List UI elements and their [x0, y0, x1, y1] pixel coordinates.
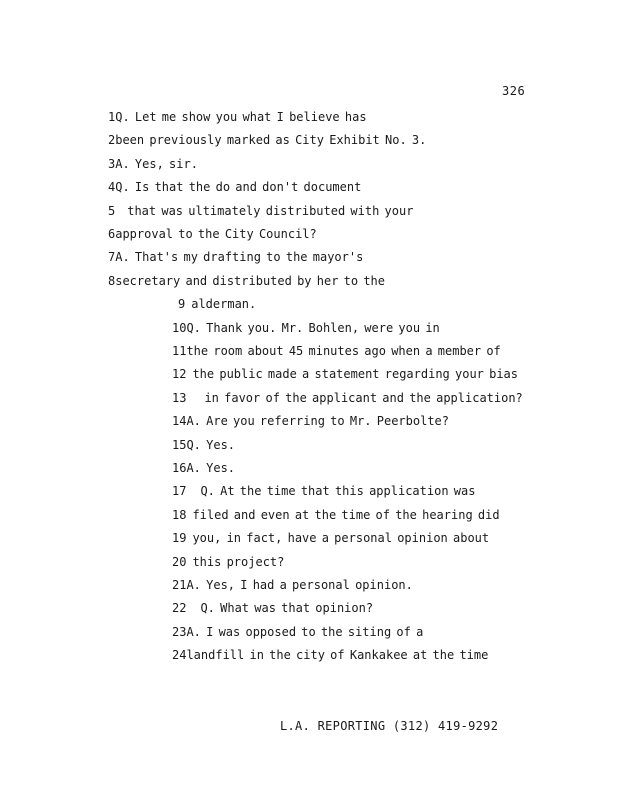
transcript-line [172, 484, 475, 498]
line-text: in favor of the applicant and the application? [204, 390, 523, 405]
line-text: you, in fact, have a personal opinion about [192, 531, 490, 546]
footer-reporter: L.A. REPORTING (312) 419-9292 [280, 719, 499, 733]
line-text: A. Yes, I had a personal opinion. [186, 578, 413, 592]
transcript-line [172, 648, 488, 662]
line-text: the public made a statement regarding your bias [192, 367, 519, 382]
line-number: 1 [108, 110, 116, 124]
line-number: 15 [172, 437, 187, 452]
line-text: Q. Thank you. Mr. Bohlen, were you in [186, 320, 440, 335]
line-text: approval to the City Council? [115, 227, 317, 241]
line-number: 24 [172, 648, 187, 663]
line-number: 20 [172, 554, 187, 569]
line-number: 22 [172, 601, 187, 616]
line-number: 6 [108, 227, 116, 241]
transcript-line [172, 531, 489, 545]
line-number: 11 [172, 344, 187, 358]
line-number: 19 [172, 531, 187, 546]
transcript-line [172, 391, 523, 405]
page-number: 326 [502, 84, 526, 98]
line-text: alderman. [191, 297, 257, 312]
transcript-line [172, 367, 518, 381]
transcript-line [108, 180, 361, 194]
line-text: secretary and distributed by her to the [115, 273, 385, 288]
line-text: Q. Let me show you what I believe has [115, 110, 367, 124]
line-text: A. That's my drafting to the mayor's [115, 250, 364, 265]
transcript-line [108, 204, 413, 218]
transcript-line [172, 625, 423, 639]
transcript-line [108, 250, 363, 264]
line-number: 13 [172, 390, 187, 405]
line-text: landfill in the city of Kankakee at the time [186, 648, 489, 663]
line-text: filed and even at the time of the hearing did [192, 507, 500, 522]
line-number: 7 [108, 250, 116, 265]
transcript-line [172, 508, 500, 522]
line-text: Q. Is that the do and don't document [115, 180, 362, 195]
line-text: this project? [192, 554, 285, 569]
transcript-line [108, 274, 385, 288]
transcript-line [108, 110, 367, 124]
line-text: Q. Yes. [186, 437, 236, 452]
line-number: 14 [172, 414, 187, 429]
transcript-line [108, 133, 426, 147]
transcript-line [172, 344, 501, 358]
transcript-line [178, 297, 256, 311]
line-text: A. Are you referring to Mr. Peerbolte? [186, 414, 449, 429]
line-number: 16 [172, 461, 187, 475]
transcript-line [172, 414, 449, 428]
transcript-line [172, 461, 235, 475]
line-number: 21 [172, 578, 187, 592]
transcript-line [108, 227, 317, 241]
line-text: been previously marked as City Exhibit No. 3. [115, 133, 427, 148]
transcript-line [108, 157, 198, 171]
line-number: 23 [172, 624, 187, 639]
line-number: 9 [178, 297, 186, 312]
line-number: 5 [108, 203, 116, 218]
line-number: 12 [172, 367, 187, 382]
line-number: 18 [172, 507, 187, 522]
line-text: Q. At the time that this application was [200, 484, 476, 499]
line-number: 8 [108, 273, 116, 288]
transcript-line [172, 438, 235, 452]
line-number: 17 [172, 484, 187, 499]
line-number: 2 [108, 133, 116, 148]
line-text: Q. What was that opinion? [200, 601, 374, 616]
line-number: 10 [172, 320, 187, 335]
line-number: 4 [108, 180, 116, 195]
transcript-line [172, 601, 373, 615]
transcript-line [172, 578, 413, 592]
line-number: 3 [108, 156, 116, 171]
line-text: A. Yes, sir. [115, 156, 198, 171]
transcript-line [172, 555, 284, 569]
line-text: the room about 45 minutes ago when a member of [186, 344, 501, 358]
line-text: A. Yes. [186, 461, 236, 475]
line-text: A. I was opposed to the siting of a [186, 624, 424, 639]
line-text: that was ultimately distributed with your [127, 203, 414, 218]
transcript-line [172, 321, 440, 335]
